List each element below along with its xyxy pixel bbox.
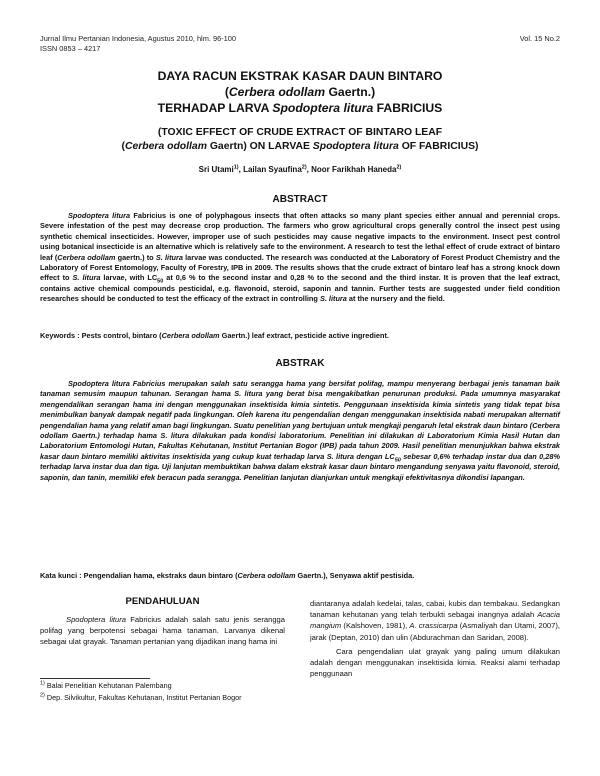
title-species: Cerbera odollam xyxy=(228,85,326,99)
abstrak-seg: Gaertn.) terhadap hama xyxy=(68,431,161,441)
title-insect: Spodoptera litura xyxy=(272,101,374,115)
subtitle-seg: ( xyxy=(121,141,125,152)
subtitle-line-1: (TOXIC EFFECT OF CRUDE EXTRACT OF BINTARO LEAF xyxy=(157,127,443,138)
abstract-seg: larvae was conducted. The research was conducted at the Laboratory of Forest Product Chemistry and the Laboratory of Forest Entomology, Faculty of Forestry, IPB in 2009. The results shows that the crude extract of bintaro leaf has a strong knock down effect to xyxy=(40,252,561,283)
keywords-seg: Kata kunci : Pengendalian hama, ekstraks daun bintaro ( xyxy=(40,571,238,580)
abstrak-seg: Fabricius merupakan salah satu serangga hama yang bersifat polifag, mampu menyerang berbagai jenis tanaman baik tanaman semusim maupun tahunan. Serangan hama xyxy=(40,379,560,399)
footnote-rule xyxy=(40,678,150,679)
intro-seg: diantaranya adalah kedelai, talas, cabai, kubis dan tembakau. Sedangkan tanaman kehutanan yang telah terbukti sebagai inangnya adalah xyxy=(310,599,560,620)
abstrak-heading: ABSTRAK xyxy=(275,358,325,369)
abstrak-seg: dilakukan pada kondisi laboratorium. Penelitian ini dilakukan di Laboratorium Kimia Hasil Hutan dan Laboratorium Entomologi Hutan, Fakultas Kehutanan, Institut Pertanian Bogor (IPB) pada tahun 2009. Hasil penelitian menunjukkan bahwa ekstrak kasar daun bintaro memiliki aktivitas insektisida yang cukup kuat terhadap larva xyxy=(40,431,561,461)
title-paren: ( xyxy=(224,85,229,99)
intro-left-column xyxy=(40,596,285,648)
keywords-species: Cerbera odollam xyxy=(161,331,220,340)
subtitle-seg: OF FABRICIUS) xyxy=(398,141,479,152)
abstract-body xyxy=(40,211,560,305)
keywords-seg: Gaertn.), Senyawa aktif pestisida. xyxy=(295,571,415,580)
abstract-seg: S. litura xyxy=(155,252,183,262)
intro-paragraph-1 xyxy=(40,614,285,648)
affiliation-mark: 1) xyxy=(233,164,239,171)
abstract-seg: at the nursery and the field. xyxy=(346,294,445,304)
author-name: Sri Utami xyxy=(198,165,234,174)
keywords-seg: Gaertn.) leaf extract, pesticide active ingredient. xyxy=(219,331,389,340)
intro-paragraph-3: Cara pengendalian ulat grayak yang paling umum dilakukan adalah dengan menggunakan insektisida kimia. Reaksi alami terhadap penggunaan xyxy=(310,646,560,679)
title-suffix: FABRICIUS xyxy=(373,101,443,115)
paper-subtitle xyxy=(40,126,560,154)
abstract-seg: gaertn.) to xyxy=(115,252,156,262)
title-line-1: DAYA RACUN EKSTRAK KASAR DAUN BINTARO xyxy=(157,69,443,83)
abstract-seg: S. litura xyxy=(72,273,101,283)
abstrak-seg: S. litura xyxy=(234,389,263,399)
abstrak-seg: dengan LC xyxy=(354,451,395,461)
footnote-text: Dep. Silvikultur, Fakultas Kehutanan, Institut Pertanian Bogor xyxy=(44,693,242,702)
intro-paragraph-2 xyxy=(310,598,560,643)
title-line-2 xyxy=(40,84,560,100)
abstract-seg: S. litura xyxy=(319,294,347,304)
paper-title xyxy=(40,68,560,116)
intro-seg: (Asmaliyah dan Utami, 2007), jarak (Deptan, 2010) dan ulin (Abdurachman dan Saridan, 2008). xyxy=(310,621,560,642)
footnote-text: Balai Penelitian Kehutanan Palembang xyxy=(44,681,172,690)
intro-right-column xyxy=(310,598,560,679)
footnote-mark: 2) xyxy=(40,692,45,699)
footnote-2 xyxy=(40,693,285,703)
subtitle-insect: Spodoptera litura xyxy=(312,141,399,152)
intro-species: A. crassicarpa xyxy=(409,621,458,631)
abstract-seg: Fabricius is one of polyphagous insects that often attacks so many plant species either annual and perennial crops. Severe infestation of the pest may decrease crop production. The farmers who grow agricultural crops generally control the insect pest using synthetic chemical insecticides. However, improper use of such pesticides may cause negative impacts to the environment. Insect pest control using botanical insecticide is an alternative which is relatively safe to the environment. A research to test the lethal effect of crude extract of bintaro leaf ( xyxy=(40,211,560,262)
abstrak-seg: S. litura xyxy=(326,451,354,461)
title-author-abbrev: Gaertn.) xyxy=(325,85,376,99)
intro-species: Acacia mangium xyxy=(310,610,560,631)
running-header-left xyxy=(40,34,236,54)
intro-seg: Fabricius adalah salah satu jenis serangga polifag yang berpotensi sebagai hama tanaman. Larvanya dikenal sebagai ulat grayak. Tanaman pertanian yang dijadikan inang hama ini xyxy=(40,615,285,647)
volume-number: Vol. 15 No.2 xyxy=(519,34,560,43)
author-name: , Noor Farikhah Haneda xyxy=(306,165,397,174)
journal-citation: Jurnal Ilmu Pertanian Indonesia, Agustus 2010, hlm. 96-100 xyxy=(40,34,236,43)
keywords-english xyxy=(40,331,560,341)
title-prefix: TERHADAP LARVA xyxy=(157,101,273,115)
lc-subscript: 50 xyxy=(157,278,164,285)
intro-seg: (Kalshoven, 1981), xyxy=(341,621,410,631)
abstrak-seg: Cerbera odollam xyxy=(40,420,560,441)
intro-heading: PENDAHULUAN xyxy=(125,596,200,607)
abstract-seg: Cerbera odollam xyxy=(57,252,116,262)
subtitle-species: Cerbera odollam xyxy=(124,141,207,152)
abstrak-seg: Spodoptera litura xyxy=(68,379,130,388)
author-list xyxy=(40,164,560,175)
footnote-mark: 1) xyxy=(40,680,45,687)
affiliation-mark: 2) xyxy=(396,164,402,171)
abstrak-seg: S. litura xyxy=(160,431,189,441)
footnotes xyxy=(40,681,285,705)
issn: ISSN 0853 – 4217 xyxy=(40,44,101,53)
affiliation-mark: 2) xyxy=(301,164,307,171)
abstract-heading: ABSTRACT xyxy=(272,194,328,205)
footnote-1 xyxy=(40,681,285,691)
abstrak-seg: sebesar 0,6% terhadap instar dua dan 0,28% terhadap larva instar dua dan tiga. Uji lanjutan membuktikan bahwa dalam ekstrak kasar daun bintaro mengandung senyawa yaitu flavonoid, steroid, saponin, dan tanin, memiliki efek beracun pada serangga. Penelitian lanjutan dianjurkan untuk mengkaji efektivitasnya dikondisi lapangan. xyxy=(40,451,561,482)
title-line-3 xyxy=(40,100,560,116)
abstrak-seg: yang berat bisa mengakibatkan penurunan produksi. Pada umumnya masyarakat mengendalikan serangan hama ini dengan menggunakan insektisida kimia sintetis. Penggunaan insektisida kimia sintetis yang tidak tepat bisa menimbulkan banyak dampak negatif pada lingkungan. Oleh karena itu pengendalian dengan menggunakan insektisida nabati merupakan alternatif pengendalian hama yang relatif aman bagi lingkungan. Suatu penelitian yang bertujuan untuk mengkaji pengaruh letal ekstrak daun bintaro ( xyxy=(40,389,560,430)
author-name: , Lailan Syaufina xyxy=(238,165,302,174)
abstract-seg: Spodoptera litura xyxy=(68,211,131,220)
subtitle-seg: Gaertn) ON LARVAE xyxy=(206,141,313,152)
subtitle-line-2 xyxy=(40,140,560,154)
running-header-right xyxy=(520,34,560,44)
keywords-seg: Keywords : Pests control, bintaro ( xyxy=(40,331,162,340)
keywords-indonesian xyxy=(40,571,560,581)
abstract-seg: larvae, with LC xyxy=(100,273,158,283)
abstract-seg: at 0,6 % to the second instar and 0,28 % to the second and the third instar. It is proven that the leaf extract, contains active chemical compounds pesticidal, e.g. flavonoid, steroid, saponin and tannin. Further tests are suggested under field condition researches should be conducted to test the efficacy of the extract in controlling xyxy=(40,273,560,304)
intro-species: Spodoptera litura xyxy=(66,615,126,624)
lc-subscript: 50 xyxy=(394,457,401,464)
abstrak-body xyxy=(40,379,560,483)
keywords-species: Cerbera odollam xyxy=(237,571,296,580)
